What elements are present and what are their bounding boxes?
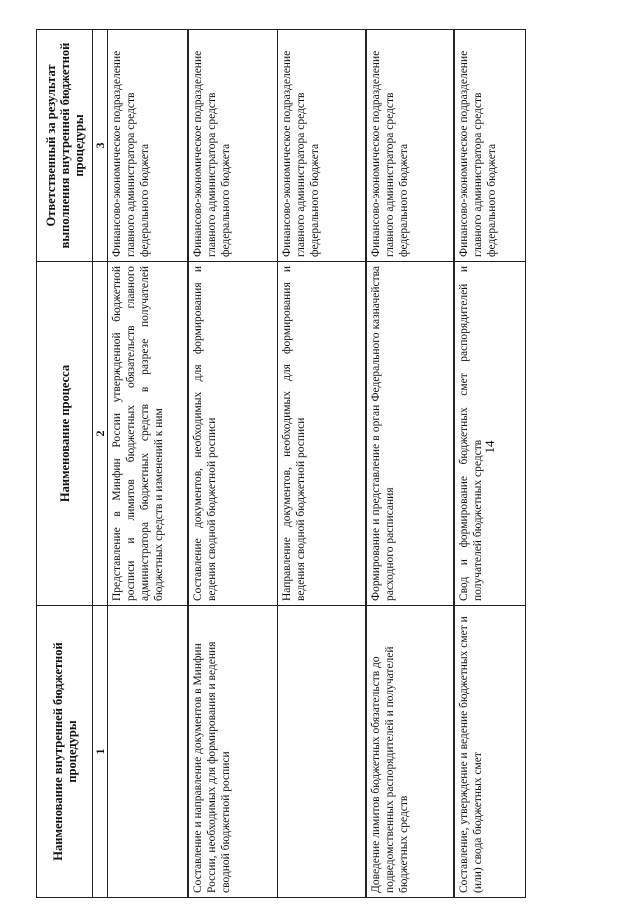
process-cell: Представление в Минфин России утвержденной бюджетной росписи и лимитов бюджетных обязательств главного администратора бюджетных средств в разрезе получателей бюджетных средств и изменений к ним — [108, 262, 188, 606]
table-row — [108, 30, 188, 898]
procedure-cell: Составление и направление документов в Минфин России, необходимых для формирования и ведения сводной бюджетной росписи — [188, 606, 278, 898]
column-number-3: 3 — [93, 30, 108, 262]
responsible-cell: Финансово-экономическое подразделение главного администратора средств федерального бюджета — [366, 30, 454, 262]
table-header-row — [37, 30, 93, 898]
header-process: Наименование процесса — [37, 262, 93, 606]
header-responsible: Ответственный за результат выполнения внутренней бюджетной процедуры — [37, 30, 93, 262]
table-row — [454, 30, 526, 898]
rotated-page-content — [36, 30, 526, 898]
responsible-cell: Финансово-экономическое подразделение главного администратора средств федерального бюджета — [108, 30, 188, 262]
procedure-cell: Доведение лимитов бюджетных обязательств до подведомственных распорядителей и получателей бюджетных средств — [366, 606, 454, 898]
page-number: 14 — [482, 440, 497, 454]
column-number-1: 1 — [93, 606, 108, 898]
process-cell: Составление документов, необходимых для формирования и ведения сводной бюджетной росписи — [188, 262, 278, 606]
responsible-cell: Финансово-экономическое подразделение главного администратора средств федерального бюджета — [278, 30, 366, 262]
process-cell: Свод и формирование бюджетных смет распорядителей и получателей бюджетных средств — [454, 262, 526, 606]
table-row — [366, 30, 454, 898]
process-cell: Формирование и представление в орган Федерального казначейства расходного расписания — [366, 262, 454, 606]
budget-procedures-table — [36, 29, 526, 898]
procedure-cell — [278, 606, 366, 898]
column-number-row — [93, 30, 108, 898]
table-row — [188, 30, 278, 898]
responsible-cell: Финансово-экономическое подразделение главного администратора средств федерального бюджета — [454, 30, 526, 262]
table-row — [278, 30, 366, 898]
column-number-2: 2 — [93, 262, 108, 606]
document-area — [36, 30, 526, 898]
procedure-cell — [108, 606, 188, 898]
process-cell: Направление документов, необходимых для формирования и ведения сводной бюджетной росписи — [278, 262, 366, 606]
responsible-cell: Финансово-экономическое подразделение главного администратора средств федерального бюджета — [188, 30, 278, 262]
procedure-cell: Составление, утверждение и ведение бюджетных смет и (или) свода бюджетных смет — [454, 606, 526, 898]
header-procedure: Наименование внутренней бюджетной процедуры — [37, 606, 93, 898]
